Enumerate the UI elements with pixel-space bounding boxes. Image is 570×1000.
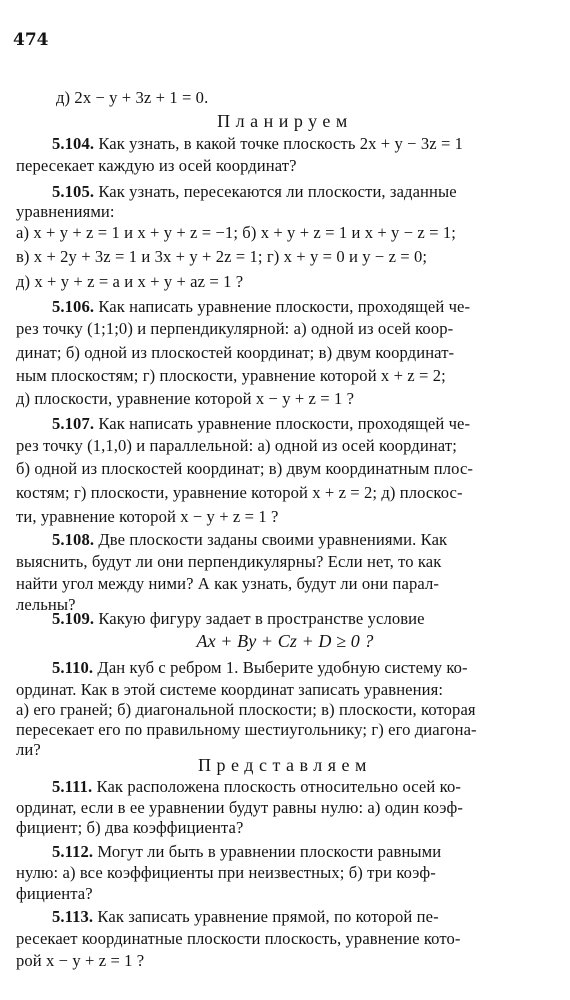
problem-5-108-line-3: найти угол между ними? А как узнать, будут ли они парал- xyxy=(16,574,439,593)
problem-5-108-line-1: 5.108. Две плоскости заданы своими уравнениями. Как xyxy=(52,530,448,549)
problem-5-105-line-4: в) x + 2y + 3z = 1 и 3x + y + 2z = 1; г) x + y = 0 и y − z = 0; xyxy=(16,247,428,266)
problem-5-105-line-1: 5.105. Как узнать, пересекаются ли плоскости, заданные xyxy=(52,182,457,201)
problem-5-107-line-2: рез точку (1,1,0) и параллельной: а) одной из осей координат; xyxy=(16,436,457,455)
problem-5-106-line-3: динат; б) одной из плоскостей координат; в) двум координат- xyxy=(16,343,455,362)
problem-5-108-line-2: выяснить, будут ли они перпендикулярны? Если нет, то как xyxy=(16,552,442,571)
problem-5-106-line-4: ным плоскостям; г) плоскости, уравнение которой x + z = 2; xyxy=(16,366,446,385)
problem-5-113-line-3: рой x − y + z = 1 ? xyxy=(16,951,145,970)
problem-5-107-line-4: костям; г) плоскости, уравнение которой x + z = 2; д) плоскос- xyxy=(16,483,463,502)
section-heading-represent: Представляем xyxy=(198,755,372,775)
problem-5-104-line-2: пересекает каждую из осей координат? xyxy=(16,156,297,175)
problem-number: 5.113. xyxy=(52,907,94,926)
problem-5-105-line-2: уравнениями: xyxy=(16,202,115,221)
problem-5-110-line-4: пересекает его по правильному шестиугольнику; г) его диагона- xyxy=(16,720,477,739)
problem-5-112-line-1: 5.112. Могут ли быть в уравнении плоскости равными xyxy=(52,842,442,861)
problem-5-108-line-4: лельны? xyxy=(16,595,76,614)
problem-5-106-line-2: рез точку (1;1;0) и перпендикулярной: а) одной из осей коор- xyxy=(16,319,454,338)
problem-5-106-line-5: д) плоскости, уравнение которой x − y + z = 1 ? xyxy=(16,389,355,408)
page-number: 474 xyxy=(13,30,49,50)
problem-number: 5.111. xyxy=(52,777,93,796)
problem-5-112-line-3: фициента? xyxy=(16,884,93,903)
problem-number: 5.109. xyxy=(52,609,95,628)
problem-5-110-line-1: 5.110. Дан куб с ребром 1. Выберите удобную систему ко- xyxy=(52,658,468,677)
problem-5-112-line-2: нулю: а) все коэффициенты при неизвестных; б) три коэф- xyxy=(16,863,436,882)
problem-number: 5.104. xyxy=(52,134,95,153)
problem-5-110-line-5: ли? xyxy=(16,740,41,759)
problem-5-110-line-3: а) его граней; б) диагональной плоскости; в) плоскости, которая xyxy=(16,700,476,719)
problem-5-107-line-5: ти, уравнение которой x − y + z = 1 ? xyxy=(16,507,279,526)
section-heading-plan: Планируем xyxy=(217,111,353,131)
problem-number: 5.105. xyxy=(52,182,95,201)
problem-number: 5.110. xyxy=(52,658,94,677)
problem-5-104-line-1: 5.104. Как узнать, в какой точке плоскость 2x + y − 3z = 1 xyxy=(52,134,464,153)
problem-5-107-line-1: 5.107. Как написать уравнение плоскости, проходящей че- xyxy=(52,414,471,433)
problem-number: 5.106. xyxy=(52,297,95,316)
problem-5-111-line-3: фициент; б) два коэффициента? xyxy=(16,818,244,837)
problem-5-111-line-2: ординат, если в ее уравнении будут равны нулю: а) один коэф- xyxy=(16,798,463,817)
problem-5-113-line-2: ресекает координатные плоскости плоскость, уравнение кото- xyxy=(16,929,461,948)
problem-number: 5.112. xyxy=(52,842,94,861)
problem-5-111-line-1: 5.111. Как расположена плоскость относительно осей ко- xyxy=(52,777,461,796)
problem-5-107-line-3: б) одной из плоскостей координат; в) двум координатным плос- xyxy=(16,459,474,478)
problem-number: 5.108. xyxy=(52,530,95,549)
problem-5-113-line-1: 5.113. Как записать уравнение прямой, по которой пе- xyxy=(52,907,439,926)
equation-line: д) 2x − y + 3z + 1 = 0. xyxy=(56,88,209,107)
problem-5-105-line-5: д) x + y + z = a и x + y + az = 1 ? xyxy=(16,272,244,291)
inequality-formula: Ax + By + Cz + D ≥ 0 ? xyxy=(196,631,374,651)
problem-5-109-line-1: 5.109. Какую фигуру задает в пространстве условие xyxy=(52,609,425,628)
problem-5-106-line-1: 5.106. Как написать уравнение плоскости, проходящей че- xyxy=(52,297,471,316)
problem-number: 5.107. xyxy=(52,414,95,433)
problem-5-110-line-2: ординат. Как в этой системе координат записать уравнения: xyxy=(16,680,444,699)
problem-5-105-line-3: а) x + y + z = 1 и x + y + z = −1; б) x + y + z = 1 и x + y − z = 1; xyxy=(16,223,456,242)
